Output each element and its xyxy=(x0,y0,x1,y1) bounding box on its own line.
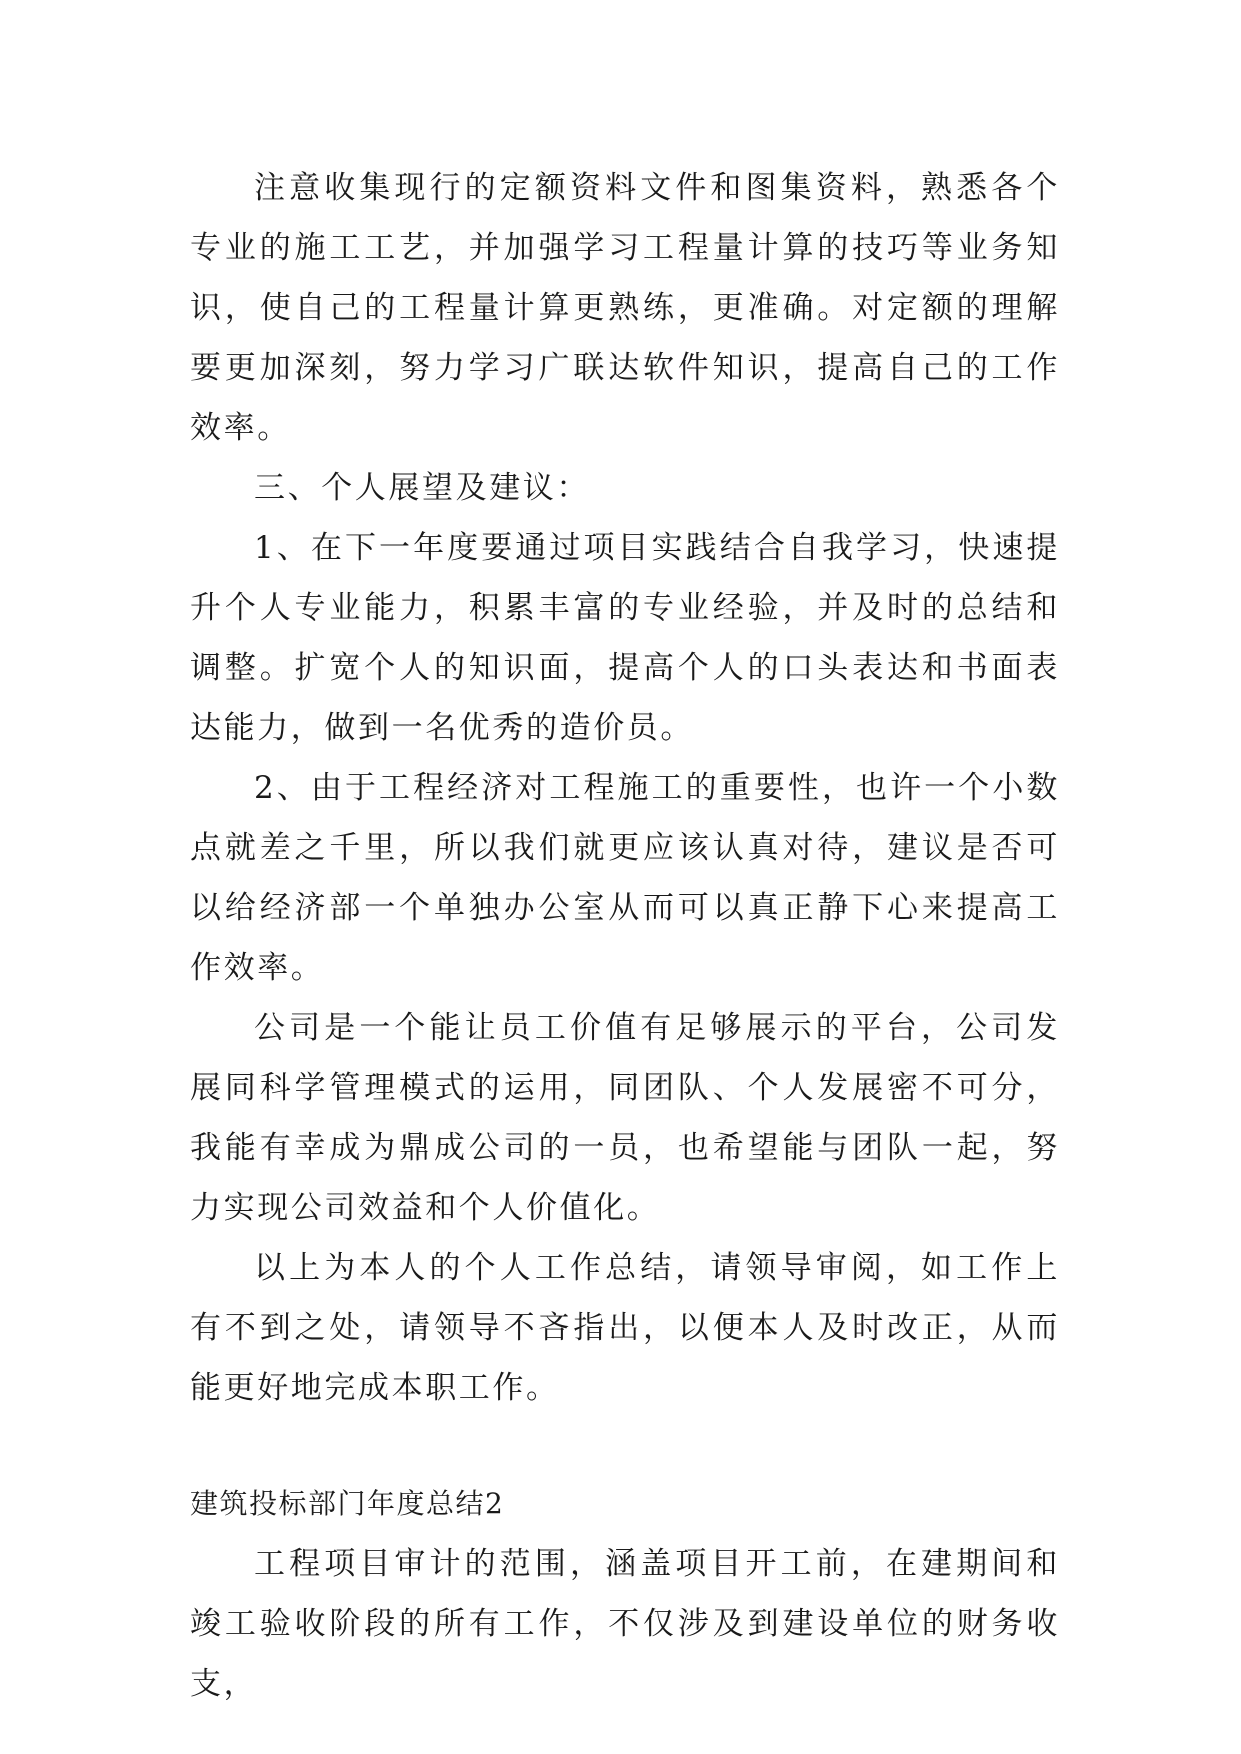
paragraph-audit-scope: 工程项目审计的范围，涵盖项目开工前，在建期间和竣工验收阶段的所有工作，不仅涉及到建设单位的财务收支， xyxy=(190,1546,1060,1702)
document-subtitle: 建筑投标部门年度总结2 xyxy=(190,1487,505,1520)
paragraph-company-platform: 公司是一个能让员工价值有足够展示的平台，公司发展同科学管理模式的运用，同团队、个人发展密不可分，我能有幸成为鼎成公司的一员，也希望能与团队一起，努力实现公司效益和个人价值化。 xyxy=(190,1010,1060,1226)
paragraph-closing: 以上为本人的个人工作总结，请领导审阅，如工作上有不到之处，请领导不吝指出，以便本人及时改正，从而能更好地完成本职工作。 xyxy=(190,1250,1060,1406)
section-heading-outlook: 三、个人展望及建议： xyxy=(254,470,590,506)
paragraph-quota-study: 注意收集现行的定额资料文件和图集资料，熟悉各个专业的施工工艺，并加强学习工程量计算的技巧等业务知识，使自己的工程量计算更熟练，更准确。对定额的理解要更加深刻，努力学习广联达软件知识，提高自己的工作效率。 xyxy=(190,170,1060,446)
paragraph-suggestion-2: 2、由于工程经济对工程施工的重要性，也许一个小数点就差之千里，所以我们就更应该认真对待，建议是否可以给经济部一个单独办公室从而可以真正静下心来提高工作效率。 xyxy=(190,770,1060,986)
paragraph-suggestion-1: 1、在下一年度要通过项目实践结合自我学习，快速提升个人专业能力，积累丰富的专业经验，并及时的总结和调整。扩宽个人的知识面，提高个人的口头表达和书面表达能力，做到一名优秀的造价员。 xyxy=(190,530,1060,746)
document-body xyxy=(190,158,1060,1714)
